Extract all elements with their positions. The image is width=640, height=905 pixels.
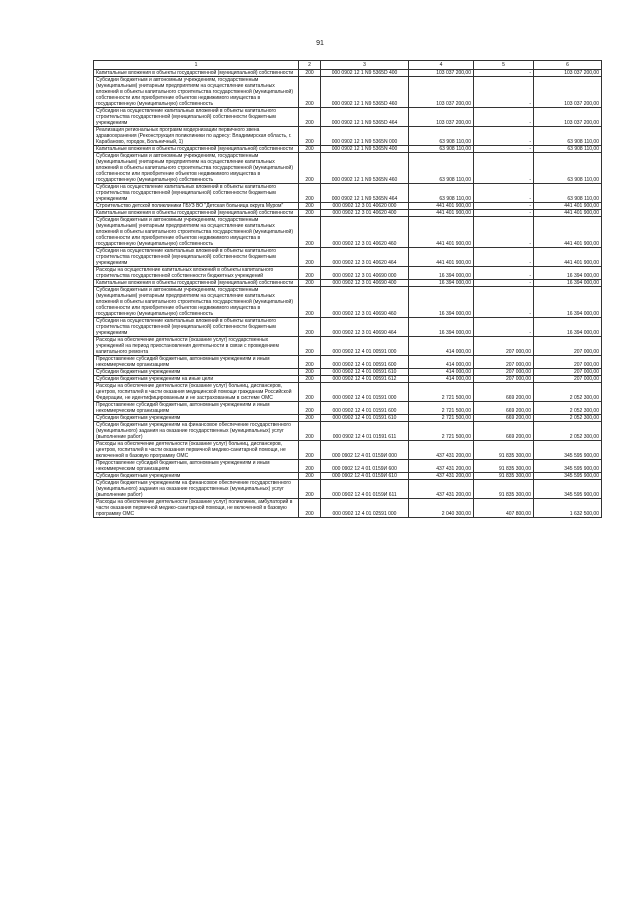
table-row bbox=[94, 376, 602, 383]
row-line-code: 200 bbox=[299, 184, 321, 203]
row-line-code: 200 bbox=[299, 415, 321, 422]
table-row bbox=[94, 287, 602, 318]
row-description: Расходы на осуществление капитальных вложений в объекты капитального строительства государственной собственности бюджетных учреждений bbox=[94, 267, 299, 280]
row-budget-code: 000 0902 12 1 N9 5365D 460 bbox=[321, 77, 409, 108]
row-value-col6: 1 632 500,00 bbox=[534, 499, 602, 518]
page-number: 91 bbox=[316, 40, 324, 47]
row-value-total: 441 401 900,00 bbox=[409, 248, 474, 267]
table-row bbox=[94, 108, 602, 127]
row-budget-code: 000 0902 12 1 N9 5365N 400 bbox=[321, 146, 409, 153]
row-value-total: 16 394 000,00 bbox=[409, 280, 474, 287]
row-value-col6: 2 052 300,00 bbox=[534, 415, 602, 422]
row-value-total: 437 431 200,00 bbox=[409, 480, 474, 499]
row-budget-code: 000 0902 12 4 01 02591 000 bbox=[321, 499, 409, 518]
table-row bbox=[94, 480, 602, 499]
row-budget-code: 000 0902 12 4 01 01591 000 bbox=[321, 383, 409, 402]
row-budget-code: 000 0902 12 4 01 0159И 610 bbox=[321, 473, 409, 480]
row-value-total: 2 721 500,00 bbox=[409, 415, 474, 422]
row-line-code: 200 bbox=[299, 287, 321, 318]
row-value-col5: - bbox=[474, 127, 534, 146]
row-value-total: 414 000,00 bbox=[409, 376, 474, 383]
row-budget-code: 000 0902 12 3 01 40620 400 bbox=[321, 210, 409, 217]
row-value-col5: - bbox=[474, 108, 534, 127]
row-value-total: 2 721 500,00 bbox=[409, 383, 474, 402]
row-value-col6: 345 595 900,00 bbox=[534, 441, 602, 460]
row-description: Капитальные вложения в объекты государственной (муниципальной) собственности bbox=[94, 210, 299, 217]
row-value-col6: 207 000,00 bbox=[534, 356, 602, 369]
row-description: Расходы на обеспечение деятельности (оказание услуг) больниц, диспансеров, центров, госпиталей в части оказания медицинской помощи гражданам Российской Федерации, не идентифицированным и не застрахованным в системе ОМС bbox=[94, 383, 299, 402]
row-line-code: 200 bbox=[299, 127, 321, 146]
table-row bbox=[94, 280, 602, 287]
row-description: Расходы на обеспечение деятельности (оказание услуг) больниц, диспансеров, центров, госпиталей в части оказания первичной медико-санитарной помощи, не включенной в базовую программу ОМС bbox=[94, 441, 299, 460]
table-row bbox=[94, 153, 602, 184]
row-description: Расходы на обеспечение деятельности (оказание услуг) поликлиник, амбулаторий в части оказания первичной медико-санитарной помощи, не включенной в базовую программу ОМС bbox=[94, 499, 299, 518]
row-budget-code: 000 0902 12 3 01 40620 000 bbox=[321, 203, 409, 210]
row-line-code: 200 bbox=[299, 402, 321, 415]
row-value-col6: 441 401 900,00 bbox=[534, 248, 602, 267]
row-value-col5: - bbox=[474, 217, 534, 248]
row-value-col6: 441 401 900,00 bbox=[534, 210, 602, 217]
row-budget-code: 000 0902 12 4 01 0159И 000 bbox=[321, 441, 409, 460]
row-budget-code: 000 0902 12 3 01 40690 464 bbox=[321, 318, 409, 337]
row-value-total: 414 000,00 bbox=[409, 369, 474, 376]
row-value-total: 437 431 200,00 bbox=[409, 460, 474, 473]
row-budget-code: 000 0902 12 4 01 0159И 600 bbox=[321, 460, 409, 473]
row-value-col5: 91 835 300,00 bbox=[474, 480, 534, 499]
row-line-code: 200 bbox=[299, 383, 321, 402]
table-row bbox=[94, 473, 602, 480]
row-line-code: 200 bbox=[299, 480, 321, 499]
row-budget-code: 000 0902 12 4 01 01591 600 bbox=[321, 402, 409, 415]
row-value-col6: 2 052 300,00 bbox=[534, 422, 602, 441]
row-value-col6: 441 401 900,00 bbox=[534, 203, 602, 210]
row-value-col6: 207 000,00 bbox=[534, 376, 602, 383]
row-budget-code: 000 0902 12 4 01 01591 610 bbox=[321, 415, 409, 422]
row-description: Капитальные вложения в объекты государственной (муниципальной) собственности bbox=[94, 280, 299, 287]
row-line-code: 200 bbox=[299, 280, 321, 287]
row-value-col5: - bbox=[474, 70, 534, 77]
row-value-col6: 207 000,00 bbox=[534, 337, 602, 356]
row-budget-code: 000 0902 12 4 01 00591 610 bbox=[321, 369, 409, 376]
row-description: Субсидии бюджетным учреждениям на финансовое обеспечение государственного (муниципального) задания на оказание государственных (муниципальных) услуг (выполнение работ) bbox=[94, 480, 299, 499]
row-line-code: 200 bbox=[299, 337, 321, 356]
row-line-code: 200 bbox=[299, 441, 321, 460]
table-row bbox=[94, 337, 602, 356]
table-row bbox=[94, 441, 602, 460]
row-value-col5: - bbox=[474, 77, 534, 108]
table-row bbox=[94, 127, 602, 146]
col-header-4: 4 bbox=[409, 61, 474, 70]
row-description: Расходы на обеспечение деятельности (оказание услуг) государственных учреждений на период приостановления деятельности в связи с проведением капитального ремонта bbox=[94, 337, 299, 356]
row-value-col6: 63 908 110,00 bbox=[534, 153, 602, 184]
row-value-col5: 207 000,00 bbox=[474, 337, 534, 356]
table-row bbox=[94, 210, 602, 217]
row-budget-code: 000 0902 12 3 01 40690 000 bbox=[321, 267, 409, 280]
row-value-col6: 63 908 110,00 bbox=[534, 184, 602, 203]
row-value-col6: 2 052 300,00 bbox=[534, 383, 602, 402]
row-budget-code: 000 0902 12 1 N9 5365N 460 bbox=[321, 153, 409, 184]
budget-table bbox=[93, 60, 602, 518]
row-value-total: 63 908 110,00 bbox=[409, 153, 474, 184]
table-row bbox=[94, 460, 602, 473]
row-value-col5: 91 835 300,00 bbox=[474, 473, 534, 480]
row-value-col5: - bbox=[474, 267, 534, 280]
row-value-col5: 669 200,00 bbox=[474, 402, 534, 415]
row-value-col5: - bbox=[474, 203, 534, 210]
row-value-total: 63 908 110,00 bbox=[409, 127, 474, 146]
row-value-col6: 63 908 110,00 bbox=[534, 127, 602, 146]
table-row bbox=[94, 318, 602, 337]
row-value-col5: 207 000,00 bbox=[474, 369, 534, 376]
row-value-col5: - bbox=[474, 248, 534, 267]
row-value-col6: 103 037 200,00 bbox=[534, 70, 602, 77]
row-value-col5: - bbox=[474, 146, 534, 153]
row-line-code: 200 bbox=[299, 146, 321, 153]
col-header-5: 5 bbox=[474, 61, 534, 70]
row-value-total: 414 000,00 bbox=[409, 356, 474, 369]
row-value-total: 2 721 500,00 bbox=[409, 402, 474, 415]
row-line-code: 200 bbox=[299, 356, 321, 369]
row-line-code: 200 bbox=[299, 369, 321, 376]
row-value-total: 63 908 110,00 bbox=[409, 184, 474, 203]
row-description: Строительство детской поликлиники ГБУЗ ВО "Детская больница округа Муром" bbox=[94, 203, 299, 210]
table-row bbox=[94, 184, 602, 203]
row-value-col5: - bbox=[474, 184, 534, 203]
row-description: Субсидии бюджетным и автономным учреждениям, государственным (муниципальным) унитарным предприятиям на осуществление капитальных вложений в объекты капитального строительства государственной (муниципальной) собственности или приобретение объектов недвижимого имущества в государственную (муниципальную) собственность bbox=[94, 77, 299, 108]
row-budget-code: 000 0902 12 1 N9 5365D 400 bbox=[321, 70, 409, 77]
row-value-col6: 345 595 900,00 bbox=[534, 473, 602, 480]
row-description: Предоставление субсидий бюджетным, автономным учреждениям и иным некоммерческим организациям bbox=[94, 402, 299, 415]
row-value-total: 2 040 300,00 bbox=[409, 499, 474, 518]
table-row bbox=[94, 217, 602, 248]
table-row bbox=[94, 499, 602, 518]
row-line-code: 200 bbox=[299, 318, 321, 337]
row-value-col5: 207 000,00 bbox=[474, 356, 534, 369]
row-budget-code: 000 0902 12 3 01 40690 400 bbox=[321, 280, 409, 287]
row-value-total: 437 431 200,00 bbox=[409, 441, 474, 460]
row-line-code: 200 bbox=[299, 153, 321, 184]
col-header-1: 1 bbox=[94, 61, 299, 70]
row-value-total: 437 431 200,00 bbox=[409, 473, 474, 480]
row-value-col6: 16 394 000,00 bbox=[534, 267, 602, 280]
row-line-code: 200 bbox=[299, 203, 321, 210]
row-budget-code: 000 0902 12 3 01 40690 460 bbox=[321, 287, 409, 318]
row-line-code: 200 bbox=[299, 248, 321, 267]
row-value-col5: 669 200,00 bbox=[474, 383, 534, 402]
row-budget-code: 000 0902 12 4 01 00591 600 bbox=[321, 356, 409, 369]
table-row bbox=[94, 356, 602, 369]
row-value-total: 2 721 500,00 bbox=[409, 422, 474, 441]
col-header-2: 2 bbox=[299, 61, 321, 70]
table-row bbox=[94, 267, 602, 280]
row-budget-code: 000 0902 12 1 N9 5365N 000 bbox=[321, 127, 409, 146]
row-value-col5: 91 835 300,00 bbox=[474, 460, 534, 473]
row-value-col6: 345 595 900,00 bbox=[534, 480, 602, 499]
row-line-code: 200 bbox=[299, 267, 321, 280]
row-budget-code: 000 0902 12 4 01 0159И 611 bbox=[321, 480, 409, 499]
row-line-code: 200 bbox=[299, 499, 321, 518]
row-value-col5: 91 835 300,00 bbox=[474, 441, 534, 460]
row-description: Реализация региональных программ модернизации первичного звена здравоохранения (Реконструкция поликлиники по адресу: Владимирская область, г. Карабаново, городок, Больничный, 1) bbox=[94, 127, 299, 146]
table-row bbox=[94, 146, 602, 153]
row-value-total: 16 394 000,00 bbox=[409, 318, 474, 337]
row-value-col6: 103 037 200,00 bbox=[534, 108, 602, 127]
row-description: Капитальные вложения в объекты государственной (муниципальной) собственности bbox=[94, 146, 299, 153]
row-value-total: 441 401 900,00 bbox=[409, 203, 474, 210]
row-value-total: 441 401 900,00 bbox=[409, 210, 474, 217]
row-value-col6: 207 000,00 bbox=[534, 369, 602, 376]
col-header-6: 6 bbox=[534, 61, 602, 70]
row-line-code: 200 bbox=[299, 422, 321, 441]
row-budget-code: 000 0902 12 3 01 40620 464 bbox=[321, 248, 409, 267]
row-description: Субсидии на осуществление капитальных вложений в объекты капитального строительства государственной (муниципальной) собственности бюджетным учреждениям bbox=[94, 318, 299, 337]
row-value-col5: - bbox=[474, 318, 534, 337]
row-line-code: 200 bbox=[299, 210, 321, 217]
row-budget-code: 000 0902 12 1 N9 5365D 464 bbox=[321, 108, 409, 127]
row-description: Капитальные вложения в объекты государственной (муниципальной) собственности bbox=[94, 70, 299, 77]
row-value-col5: - bbox=[474, 287, 534, 318]
row-line-code: 200 bbox=[299, 77, 321, 108]
row-value-col5: - bbox=[474, 210, 534, 217]
col-header-3: 3 bbox=[321, 61, 409, 70]
row-value-col5: - bbox=[474, 280, 534, 287]
row-value-col6: 2 052 300,00 bbox=[534, 402, 602, 415]
row-value-col6: 103 037 200,00 bbox=[534, 77, 602, 108]
row-value-col6: 345 595 900,00 bbox=[534, 460, 602, 473]
row-line-code: 200 bbox=[299, 376, 321, 383]
row-value-total: 441 401 900,00 bbox=[409, 217, 474, 248]
row-description: Предоставление субсидий бюджетным, автономным учреждениям и иным некоммерческим организациям bbox=[94, 356, 299, 369]
row-description: Субсидии бюджетным и автономным учреждениям, государственным (муниципальным) унитарным предприятиям на осуществление капитальных вложений в объекты капитального строительства государственной (муниципальной) собственности или приобретение объектов недвижимого имущества в государственную (муниципальную) собственность bbox=[94, 153, 299, 184]
row-description: Субсидии на осуществление капитальных вложений в объекты капитального строительства государственной (муниципальной) собственности бюджетным учреждениям bbox=[94, 184, 299, 203]
row-description: Субсидии на осуществление капитальных вложений в объекты капитального строительства государственной (муниципальной) собственности бюджетным учреждениям bbox=[94, 248, 299, 267]
row-value-total: 414 000,00 bbox=[409, 337, 474, 356]
row-value-col6: 16 394 000,00 bbox=[534, 280, 602, 287]
row-description: Субсидии бюджетным и автономным учреждениям, государственным (муниципальным) унитарным предприятиям на осуществление капитальных вложений в объекты капитального строительства государственной (муниципальной) собственности или приобретение объектов недвижимого имущества в государственную (муниципальную) собственность bbox=[94, 217, 299, 248]
header-row bbox=[94, 61, 602, 70]
row-description: Субсидии бюджетным учреждениям bbox=[94, 369, 299, 376]
row-line-code: 200 bbox=[299, 217, 321, 248]
table-row bbox=[94, 422, 602, 441]
row-value-col5: 207 000,00 bbox=[474, 376, 534, 383]
row-value-col6: 441 401 900,00 bbox=[534, 217, 602, 248]
row-value-col5: 669 200,00 bbox=[474, 415, 534, 422]
row-value-total: 103 037 200,00 bbox=[409, 108, 474, 127]
row-value-total: 16 394 000,00 bbox=[409, 287, 474, 318]
row-value-col6: 16 394 000,00 bbox=[534, 287, 602, 318]
table-row bbox=[94, 203, 602, 210]
table-row bbox=[94, 77, 602, 108]
row-value-col5: - bbox=[474, 153, 534, 184]
row-value-total: 103 037 200,00 bbox=[409, 70, 474, 77]
table-row bbox=[94, 369, 602, 376]
row-value-col6: 16 394 000,00 bbox=[534, 318, 602, 337]
row-description: Субсидии бюджетным учреждениям на финансовое обеспечение государственного (муниципального) задания на оказание государственных (муниципальных) услуг (выполнение работ) bbox=[94, 422, 299, 441]
row-line-code: 200 bbox=[299, 108, 321, 127]
row-line-code: 200 bbox=[299, 70, 321, 77]
row-description: Субсидии бюджетным учреждениям bbox=[94, 415, 299, 422]
row-budget-code: 000 0902 12 3 01 40620 460 bbox=[321, 217, 409, 248]
row-value-col6: 63 908 110,00 bbox=[534, 146, 602, 153]
table-row bbox=[94, 402, 602, 415]
row-line-code: 200 bbox=[299, 460, 321, 473]
row-value-total: 103 037 200,00 bbox=[409, 77, 474, 108]
row-budget-code: 000 0902 12 4 01 00591 612 bbox=[321, 376, 409, 383]
row-value-total: 63 908 110,00 bbox=[409, 146, 474, 153]
row-value-total: 16 394 000,00 bbox=[409, 267, 474, 280]
table-row bbox=[94, 248, 602, 267]
row-value-col5: 669 200,00 bbox=[474, 422, 534, 441]
row-budget-code: 000 0902 12 4 01 01591 611 bbox=[321, 422, 409, 441]
table-row bbox=[94, 383, 602, 402]
row-budget-code: 000 0902 12 1 N9 5365N 464 bbox=[321, 184, 409, 203]
row-description: Предоставление субсидий бюджетным, автономным учреждениям и иным некоммерческим организациям bbox=[94, 460, 299, 473]
row-line-code: 200 bbox=[299, 473, 321, 480]
table-row bbox=[94, 70, 602, 77]
row-description: Субсидии на осуществление капитальных вложений в объекты капитального строительства государственной (муниципальной) собственности бюджетным учреждениям bbox=[94, 108, 299, 127]
row-value-col5: 407 800,00 bbox=[474, 499, 534, 518]
row-description: Субсидии бюджетным и автономным учреждениям, государственным (муниципальным) унитарным предприятиям на осуществление капитальных вложений в объекты капитального строительства государственной (муниципальной) собственности или приобретение объектов недвижимого имущества в государственную (муниципальную) собственность bbox=[94, 287, 299, 318]
table-row bbox=[94, 415, 602, 422]
row-description: Субсидии бюджетным учреждениям bbox=[94, 473, 299, 480]
row-description: Субсидии бюджетным учреждениям на иные цели bbox=[94, 376, 299, 383]
row-budget-code: 000 0902 12 4 01 00591 000 bbox=[321, 337, 409, 356]
